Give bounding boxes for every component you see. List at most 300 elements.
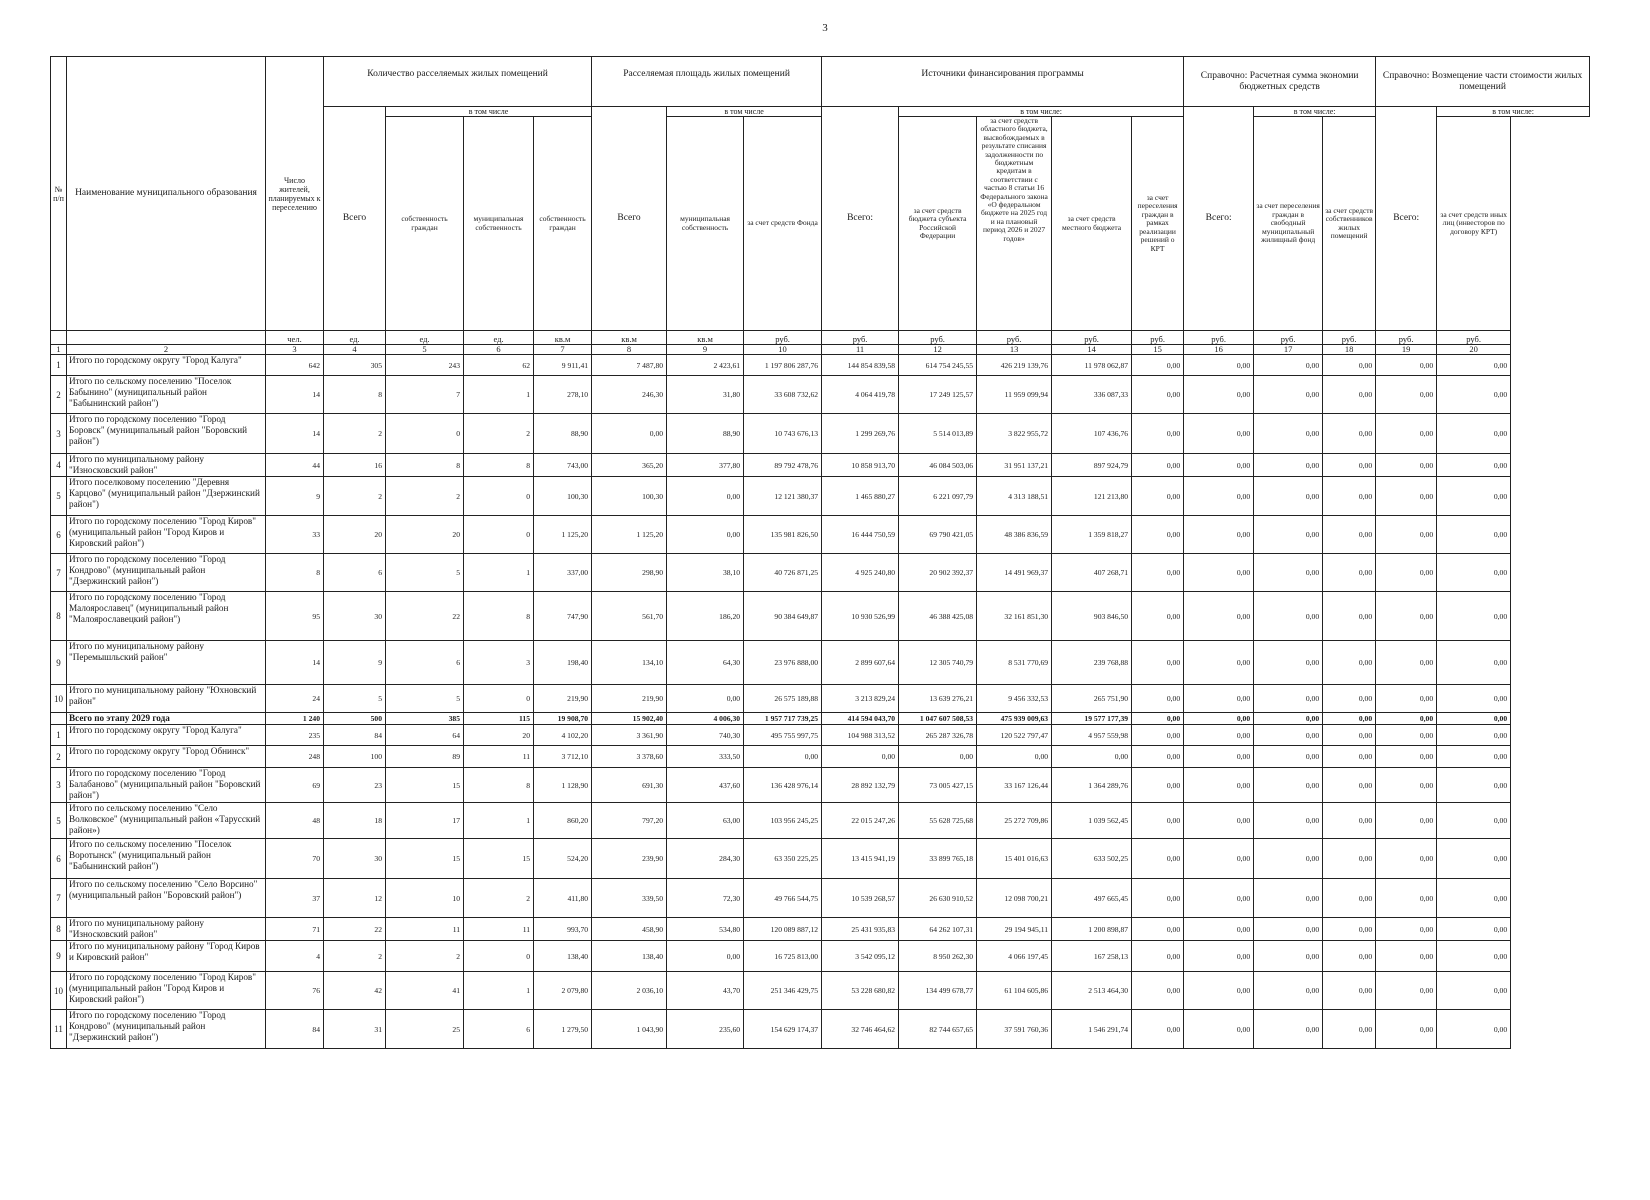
header-econ-total: Всего: (1184, 107, 1254, 331)
value-cell: 0,00 (1376, 685, 1437, 713)
value-cell: 0,00 (1184, 685, 1254, 713)
unit-cell: руб. (1323, 331, 1376, 345)
value-cell: 6 (324, 554, 386, 592)
municipality-name: Итого по городскому поселению "Город Киров" (муниципальный район "Город Киров и Кировский район") (67, 972, 266, 1010)
value-cell: 120 522 797,47 (977, 725, 1052, 746)
value-cell: 61 104 605,86 (977, 972, 1052, 1010)
table-total-row (51, 713, 1590, 725)
value-cell: 0,00 (1376, 355, 1437, 376)
value-cell: 7 (386, 376, 464, 414)
value-cell: 9 (266, 477, 324, 516)
value-cell: 0,00 (1376, 1010, 1437, 1049)
header-count-municipal: муниципальная собственность (464, 117, 534, 331)
value-cell: 336 087,33 (1052, 376, 1132, 414)
value-cell: 15 (386, 768, 464, 803)
municipality-name: Итого по городскому поселению "Город Кондрово" (муниципальный район "Дзержинский район") (67, 554, 266, 592)
value-cell: 88,90 (534, 414, 592, 454)
value-cell: 41 (386, 972, 464, 1010)
value-cell: 12 121 380,37 (744, 477, 822, 516)
value-cell: 251 346 429,75 (744, 972, 822, 1010)
value-cell: 4 064 419,78 (822, 376, 899, 414)
value-cell: 2 (324, 414, 386, 454)
value-cell: 3 822 955,72 (977, 414, 1052, 454)
header-econ-krt: за счет переселения граждан в рамках реализации решений о КРТ (1132, 117, 1184, 331)
table-row (51, 725, 1590, 746)
value-cell: 0,00 (1254, 879, 1323, 918)
value-cell: 4 957 559,98 (1052, 725, 1132, 746)
value-cell: 37 591 760,36 (977, 1010, 1052, 1049)
header-area-in-that: в том числе (667, 107, 822, 117)
value-cell: 37 (266, 879, 324, 918)
value-cell: 0,00 (1437, 768, 1511, 803)
value-cell: 0,00 (1184, 879, 1254, 918)
value-cell: 31,80 (667, 376, 744, 414)
value-cell: 2 036,10 (592, 972, 667, 1010)
value-cell: 0,00 (1323, 972, 1376, 1010)
column-number-cell: 10 (744, 345, 822, 355)
value-cell: 0,00 (1254, 768, 1323, 803)
column-number-cell: 6 (464, 345, 534, 355)
value-cell: 2 (324, 941, 386, 972)
value-cell: 1 546 291,74 (1052, 1010, 1132, 1049)
value-cell: 740,30 (667, 725, 744, 746)
value-cell: 1 200 898,87 (1052, 918, 1132, 941)
value-cell: 495 755 997,75 (744, 725, 822, 746)
value-cell: 48 (266, 803, 324, 839)
value-cell: 20 (464, 725, 534, 746)
value-cell: 53 228 680,82 (822, 972, 899, 1010)
value-cell: 0,00 (744, 746, 822, 768)
value-cell: 20 (324, 516, 386, 554)
value-cell: 0,00 (1184, 516, 1254, 554)
value-cell: 0,00 (1254, 918, 1323, 941)
row-number: 3 (51, 414, 67, 454)
value-cell: 7 487,80 (592, 355, 667, 376)
unit-cell: руб. (1437, 331, 1511, 345)
value-cell: 0,00 (1437, 972, 1511, 1010)
value-cell: 3 361,90 (592, 725, 667, 746)
value-cell: 82 744 657,65 (899, 1010, 977, 1049)
column-number-cell: 2 (67, 345, 266, 355)
value-cell: 3 542 095,12 (822, 941, 899, 972)
value-cell: 337,00 (534, 554, 592, 592)
value-cell: 243 (386, 355, 464, 376)
value-cell: 0,00 (1132, 803, 1184, 839)
value-cell: 0,00 (1254, 746, 1323, 768)
value-cell: 0,00 (1132, 477, 1184, 516)
municipality-name: Итого по муниципальному району "Перемышльский район" (67, 641, 266, 685)
value-cell: 100 (324, 746, 386, 768)
municipality-name: Итого по сельскому поселению "Поселок Воротынск" (муниципальный район "Бабынинский район") (67, 839, 266, 879)
value-cell: 0,00 (1376, 414, 1437, 454)
municipality-name: Всего по этапу 2029 года (67, 713, 266, 725)
value-cell: 385 (386, 713, 464, 725)
value-cell: 8 (464, 768, 534, 803)
value-cell: 186,20 (667, 592, 744, 641)
value-cell: 0,00 (1437, 355, 1511, 376)
value-cell: 0,00 (1132, 355, 1184, 376)
value-cell: 797,20 (592, 803, 667, 839)
value-cell: 10 930 526,99 (822, 592, 899, 641)
value-cell: 0,00 (1376, 477, 1437, 516)
municipality-name: Итого по городскому поселению "Город Балабаново" (муниципальный район "Боровский район") (67, 768, 266, 803)
value-cell: 2 (324, 477, 386, 516)
table-row (51, 592, 1590, 641)
value-cell: 0,00 (1376, 554, 1437, 592)
unit-cell: кв.м (592, 331, 667, 345)
value-cell: 14 491 969,37 (977, 554, 1052, 592)
value-cell: 0,00 (1132, 554, 1184, 592)
table-body (51, 355, 1590, 1049)
value-cell: 0,00 (1184, 803, 1254, 839)
header-econ-in-that: в том числе: (1254, 107, 1376, 117)
value-cell: 42 (324, 972, 386, 1010)
value-cell: 0,00 (1254, 972, 1323, 1010)
value-cell: 115 (464, 713, 534, 725)
value-cell: 167 258,13 (1052, 941, 1132, 972)
value-cell: 0,00 (1184, 713, 1254, 725)
row-number: 9 (51, 641, 67, 685)
value-cell: 1 125,20 (592, 516, 667, 554)
value-cell: 0,00 (1323, 839, 1376, 879)
value-cell: 107 436,76 (1052, 414, 1132, 454)
value-cell: 0,00 (1323, 454, 1376, 477)
value-cell: 1 359 818,27 (1052, 516, 1132, 554)
unit-cell: чел. (266, 331, 324, 345)
value-cell: 0,00 (1323, 376, 1376, 414)
value-cell: 0,00 (977, 746, 1052, 768)
value-cell: 30 (324, 839, 386, 879)
municipality-name: Итого по городскому поселению "Город Киров" (муниципальный район "Город Киров и Кировский район") (67, 516, 266, 554)
value-cell: 0,00 (1437, 725, 1511, 746)
value-cell: 17 249 125,57 (899, 376, 977, 414)
value-cell: 0,00 (1184, 376, 1254, 414)
value-cell: 0,00 (1323, 477, 1376, 516)
unit-cell: руб. (1184, 331, 1254, 345)
value-cell: 9 (324, 641, 386, 685)
value-cell: 0,00 (1254, 725, 1323, 746)
value-cell: 25 431 935,83 (822, 918, 899, 941)
value-cell: 1 197 806 287,76 (744, 355, 822, 376)
value-cell: 12 098 700,21 (977, 879, 1052, 918)
value-cell: 219,90 (534, 685, 592, 713)
unit-cell: руб. (1132, 331, 1184, 345)
header-fin-local: за счет средств местного бюджета (1052, 117, 1132, 331)
value-cell: 500 (324, 713, 386, 725)
value-cell: 0,00 (1376, 879, 1437, 918)
value-cell: 0,00 (1254, 477, 1323, 516)
value-cell: 22 (324, 918, 386, 941)
value-cell: 0,00 (1437, 746, 1511, 768)
municipality-name: Итого по муниципальному району "Юхновский район" (67, 685, 266, 713)
value-cell: 993,70 (534, 918, 592, 941)
column-number-cell: 12 (899, 345, 977, 355)
header-comp-in-that: в том числе: (1437, 107, 1590, 117)
row-number: 9 (51, 941, 67, 972)
value-cell: 1 240 (266, 713, 324, 725)
value-cell: 88,90 (667, 414, 744, 454)
value-cell: 414 594 043,70 (822, 713, 899, 725)
value-cell: 95 (266, 592, 324, 641)
value-cell: 1 (464, 554, 534, 592)
value-cell: 333,50 (667, 746, 744, 768)
value-cell: 0,00 (1376, 839, 1437, 879)
value-cell: 5 (324, 685, 386, 713)
value-cell: 0,00 (1323, 516, 1376, 554)
table-row (51, 454, 1590, 477)
value-cell: 6 221 097,79 (899, 477, 977, 516)
value-cell: 0,00 (1323, 592, 1376, 641)
row-number: 5 (51, 803, 67, 839)
table-row (51, 685, 1590, 713)
value-cell: 339,50 (592, 879, 667, 918)
units-row (51, 331, 1590, 345)
value-cell: 426 219 139,76 (977, 355, 1052, 376)
value-cell: 534,80 (667, 918, 744, 941)
value-cell: 0,00 (1052, 746, 1132, 768)
value-cell: 14 (266, 376, 324, 414)
value-cell: 16 (324, 454, 386, 477)
row-number: 2 (51, 746, 67, 768)
header-count-group: Количество расселяемых жилых помещений (324, 57, 592, 107)
value-cell: 0,00 (1323, 1010, 1376, 1049)
municipality-name: Итого по городскому округу "Город Обнинск" (67, 746, 266, 768)
header-fin-fund: за счет средств Фонда (744, 117, 822, 331)
table-row (51, 918, 1590, 941)
column-number-cell: 11 (822, 345, 899, 355)
value-cell: 89 (386, 746, 464, 768)
value-cell: 0,00 (1323, 554, 1376, 592)
value-cell: 144 854 839,58 (822, 355, 899, 376)
value-cell: 44 (266, 454, 324, 477)
value-cell: 5 (386, 554, 464, 592)
table-row (51, 839, 1590, 879)
unit-cell: руб. (822, 331, 899, 345)
value-cell: 3 712,10 (534, 746, 592, 768)
row-number: 3 (51, 768, 67, 803)
value-cell: 411,80 (534, 879, 592, 918)
value-cell: 62 (464, 355, 534, 376)
value-cell: 0,00 (1184, 746, 1254, 768)
unit-cell: ед. (464, 331, 534, 345)
value-cell: 0,00 (1184, 918, 1254, 941)
value-cell: 0,00 (1132, 516, 1184, 554)
municipality-name: Итого по сельскому поселению "Село Ворсино" (муниципальный район "Боровский район") (67, 879, 266, 918)
value-cell: 0,00 (1323, 918, 1376, 941)
value-cell: 0,00 (1184, 355, 1254, 376)
value-cell: 10 (386, 879, 464, 918)
header-area-total: Всего (592, 107, 667, 331)
value-cell: 0,00 (667, 941, 744, 972)
value-cell: 0,00 (1184, 477, 1254, 516)
value-cell: 9 456 332,53 (977, 685, 1052, 713)
row-number: 5 (51, 477, 67, 516)
value-cell: 278,10 (534, 376, 592, 414)
value-cell: 30 (324, 592, 386, 641)
value-cell: 475 939 009,63 (977, 713, 1052, 725)
value-cell: 437,60 (667, 768, 744, 803)
value-cell: 0,00 (1132, 454, 1184, 477)
value-cell: 49 766 544,75 (744, 879, 822, 918)
header-count-total: Всего (324, 107, 386, 331)
column-number-cell: 20 (1437, 345, 1511, 355)
unit-cell: руб. (744, 331, 822, 345)
value-cell: 1 299 269,76 (822, 414, 899, 454)
table-row (51, 641, 1590, 685)
table-row (51, 376, 1590, 414)
value-cell: 198,40 (534, 641, 592, 685)
value-cell: 219,90 (592, 685, 667, 713)
value-cell: 22 (386, 592, 464, 641)
header-fin-in-that: в том числе: (899, 107, 1184, 117)
value-cell: 0,00 (1184, 592, 1254, 641)
value-cell: 13 639 276,21 (899, 685, 977, 713)
program-table-sheet (50, 56, 1590, 1049)
value-cell: 377,80 (667, 454, 744, 477)
column-number-cell: 14 (1052, 345, 1132, 355)
unit-cell: руб. (1254, 331, 1323, 345)
value-cell: 89 792 478,76 (744, 454, 822, 477)
value-cell: 8 531 770,69 (977, 641, 1052, 685)
value-cell: 0 (464, 516, 534, 554)
value-cell: 46 388 425,08 (899, 592, 977, 641)
value-cell: 63 350 225,25 (744, 839, 822, 879)
value-cell: 0,00 (1323, 414, 1376, 454)
row-number: 4 (51, 454, 67, 477)
value-cell: 0,00 (1184, 972, 1254, 1010)
value-cell: 743,00 (534, 454, 592, 477)
value-cell: 48 386 836,59 (977, 516, 1052, 554)
value-cell: 0,00 (1184, 941, 1254, 972)
value-cell: 104 988 313,52 (822, 725, 899, 746)
column-number-cell: 16 (1184, 345, 1254, 355)
value-cell: 0,00 (1184, 554, 1254, 592)
value-cell: 14 (266, 641, 324, 685)
column-number-cell: 13 (977, 345, 1052, 355)
table-row (51, 1010, 1590, 1049)
value-cell: 11 (464, 918, 534, 941)
value-cell: 497 665,45 (1052, 879, 1132, 918)
value-cell: 19 908,70 (534, 713, 592, 725)
value-cell: 246,30 (592, 376, 667, 414)
value-cell: 2 079,80 (534, 972, 592, 1010)
table-row (51, 477, 1590, 516)
value-cell: 0,00 (1184, 725, 1254, 746)
header-comp-total: Всего: (1376, 107, 1437, 331)
value-cell: 0,00 (1132, 746, 1184, 768)
value-cell: 64 262 107,31 (899, 918, 977, 941)
value-cell: 0,00 (1437, 516, 1511, 554)
value-cell: 13 415 941,19 (822, 839, 899, 879)
value-cell: 8 950 262,30 (899, 941, 977, 972)
value-cell: 70 (266, 839, 324, 879)
header-area-municipal: муниципальная собственность (667, 117, 744, 331)
value-cell: 0,00 (667, 685, 744, 713)
value-cell: 0,00 (1323, 713, 1376, 725)
value-cell: 0,00 (1132, 1010, 1184, 1049)
value-cell: 26 575 189,88 (744, 685, 822, 713)
value-cell: 0,00 (1437, 454, 1511, 477)
unit-cell: ед. (386, 331, 464, 345)
value-cell: 11 (386, 918, 464, 941)
value-cell: 0,00 (1376, 725, 1437, 746)
value-cell: 239,90 (592, 839, 667, 879)
value-cell: 0,00 (1376, 454, 1437, 477)
value-cell: 0,00 (1184, 414, 1254, 454)
municipality-name: Итого по городскому поселению "Город Кондрово" (муниципальный район "Дзержинский район") (67, 1010, 266, 1049)
value-cell: 642 (266, 355, 324, 376)
value-cell: 0,00 (1323, 768, 1376, 803)
value-cell: 1 (464, 376, 534, 414)
row-number: 6 (51, 516, 67, 554)
value-cell: 2 (386, 941, 464, 972)
value-cell: 2 (386, 477, 464, 516)
value-cell: 0,00 (1132, 879, 1184, 918)
value-cell: 15 (464, 839, 534, 879)
municipality-name: Итого по городскому поселению "Город Боровск" (муниципальный район "Боровский район") (67, 414, 266, 454)
value-cell: 747,90 (534, 592, 592, 641)
value-cell: 0,00 (1132, 641, 1184, 685)
value-cell: 365,20 (592, 454, 667, 477)
value-cell: 524,20 (534, 839, 592, 879)
value-cell: 1 043,90 (592, 1010, 667, 1049)
value-cell: 4 313 188,51 (977, 477, 1052, 516)
value-cell: 3 213 829,24 (822, 685, 899, 713)
value-cell: 12 305 740,79 (899, 641, 977, 685)
value-cell: 31 (324, 1010, 386, 1049)
value-cell: 71 (266, 918, 324, 941)
value-cell: 407 268,71 (1052, 554, 1132, 592)
header-fin-total: Всего: (822, 107, 899, 331)
value-cell: 4 102,20 (534, 725, 592, 746)
value-cell: 134,10 (592, 641, 667, 685)
value-cell: 0,00 (1323, 941, 1376, 972)
unit-cell: руб. (1052, 331, 1132, 345)
value-cell: 0,00 (1376, 803, 1437, 839)
municipality-name: Итого по городскому округу "Город Калуга" (67, 725, 266, 746)
value-cell: 1 279,50 (534, 1010, 592, 1049)
value-cell: 1 (464, 803, 534, 839)
value-cell: 860,20 (534, 803, 592, 839)
value-cell: 0,00 (1254, 713, 1323, 725)
value-cell: 4 925 240,80 (822, 554, 899, 592)
value-cell: 0,00 (1132, 918, 1184, 941)
value-cell: 0,00 (1254, 554, 1323, 592)
value-cell: 23 976 888,00 (744, 641, 822, 685)
value-cell: 138,40 (534, 941, 592, 972)
value-cell: 154 629 174,37 (744, 1010, 822, 1049)
value-cell: 0,00 (667, 516, 744, 554)
value-cell: 0,00 (1254, 839, 1323, 879)
value-cell: 11 959 099,94 (977, 376, 1052, 414)
header-comp-owners: за счет средств собственников жилых помещений (1323, 117, 1376, 331)
value-cell: 0,00 (1254, 592, 1323, 641)
value-cell: 32 746 464,62 (822, 1010, 899, 1049)
value-cell: 0,00 (1132, 768, 1184, 803)
value-cell: 69 790 421,05 (899, 516, 977, 554)
value-cell: 0,00 (1132, 685, 1184, 713)
column-number-cell: 9 (667, 345, 744, 355)
header-count-in-that: в том числе (386, 107, 592, 117)
value-cell: 0 (386, 414, 464, 454)
value-cell: 0,00 (1254, 355, 1323, 376)
header-financing-group: Источники финансирования программы (822, 57, 1184, 107)
value-cell: 0 (464, 685, 534, 713)
header-area-group: Расселяемая площадь жилых помещений (592, 57, 822, 107)
value-cell: 239 768,88 (1052, 641, 1132, 685)
municipality-name: Итого по сельскому поселению "Село Волковское" (муниципальный район «Тарусский район») (67, 803, 266, 839)
unit-cell: руб. (1376, 331, 1437, 345)
